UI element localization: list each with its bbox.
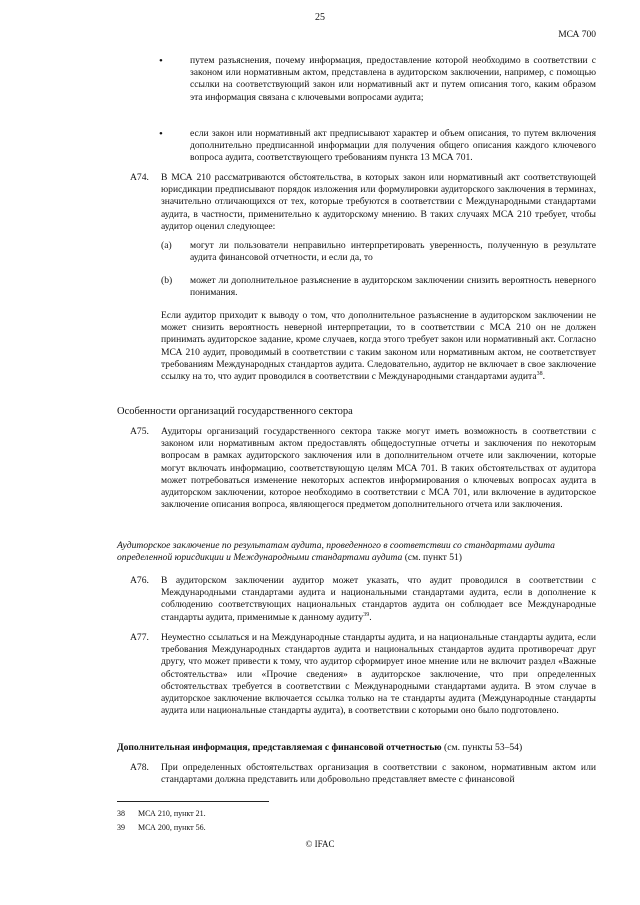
section-heading-additional-info: Дополнительная информация, представляемая с финансовой отчетностью (см. пункты 53–54) <box>117 742 523 753</box>
page-number: 25 <box>315 12 325 23</box>
section-heading-public-sector: Особенности организаций государственного сектора <box>117 406 353 417</box>
paragraph-a74: В МСА 210 рассматриваются обстоятельства, в которых закон или нормативный акт соответствующей юрисдикции предписывают порядок изложения или формулировки аудиторского заключения в терминах, значительно отличающихся от тех, которые требуются в соответствии с Международными стандартами аудита, в частности, применительно к аудиторскому мнению. В таких случаях МСА 210 требует, чтобы аудитор оценил следующее: <box>161 172 596 232</box>
bullet-dot-icon: • <box>159 55 163 67</box>
footnote-text: МСА 210, пункт 21. <box>138 809 206 818</box>
paragraph-label-a78: A78. <box>130 762 149 773</box>
paragraph-a76: В аудиторском заключении аудитор может указать, что аудит проводился в соответствии с Международными стандартами аудита и национальными стандартами аудита, если в дополнение к соблюдению соответствующих национальных стандартов аудита он соблюдает все Международные стандарты аудита, применимые к данному аудиту$^{39}$. <box>161 575 596 623</box>
paragraph-a78: При определенных обстоятельствах организация в соответствии с законом, нормативным актом или стандартами должна представить или добровольно представляет вместе с финансовой <box>161 762 596 786</box>
paragraph-a75: Аудиторы организаций государственного сектора также могут иметь возможность в соответствии с законом или нормативным актом предоставлять общедоступные отчеты и заключения по некоторым вопросам в рамках аудиторского заключения или в дополнительном отчете или заключении, которые могут включать информацию, соответствующую целям МСА 701. В таких обстоятельствах от аудитора может потребоваться изменение некоторых аспектов информирования о ключевых вопросах аудита в аудиторском заключении, которое необходимо в соответствии с МСА 701, или включение в аудиторское заключение описания вопроса, являющегося предметом дополнительного отчета или заключения. <box>161 426 596 511</box>
footnote-number: 39 <box>117 823 125 832</box>
standard-label: МСА 700 <box>558 30 596 40</box>
list-item-b: может ли дополнительное разъяснение в аудиторском заключении снизить вероятность неверного понимания. <box>190 275 596 299</box>
bullet-dot-icon: • <box>159 128 163 140</box>
list-item-a: могут ли пользователи неправильно интерпретировать уверенность, полученную в результате аудита финансовой отчетности, и если да, то <box>190 240 596 264</box>
paragraph-a77: Неуместно ссылаться и на Международные стандарты аудита, и на национальные стандарты аудита, если требования Международных стандартов аудита и национальных стандартов аудита противоречат друг другу, что может привести к тому, что аудитор сформирует иное мнение или не включит раздел «Важные обстоятельства» или «Прочие сведения» в аудиторское заключение, что при определенных обстоятельствах требуется в соответствии с Международными стандартами аудита. В этом случае в аудиторское заключение включается ссылка только на те стандарты аудита (Международные стандарты аудита или национальные стандарты аудита), в соответствии с которыми оно было подготовлено. <box>161 632 596 717</box>
footnote-ref-39: 39 <box>363 611 370 618</box>
paragraph-label-a74: A74. <box>130 172 149 183</box>
bullet-1: путем разъяснения, почему информация, предоставление которой необходимо в соответствии с законом или нормативным актом, представлена в аудиторском заключении, например, с помощью ссылки на соответствующий закон или нормативный акт и путем описания того, каким образом эта информация связана с ключевыми вопросами аудита; <box>190 55 596 103</box>
footnote-divider <box>117 801 269 802</box>
copyright-footer: © IFAC <box>305 839 335 849</box>
section-heading-dual-standards: Аудиторское заключение по результатам аудита, проведенного в соответствии со стандартами аудита определенной юрисдикции и Международными стандартами аудита (см. пункт 51) <box>117 540 555 564</box>
paragraph-label-a75: A75. <box>130 426 149 437</box>
footnote-number: 38 <box>117 809 125 818</box>
footnote-ref-38: 38 <box>536 370 543 377</box>
bullet-2: если закон или нормативный акт предписывают характер и объем описания, то путем включения дополнительно предписанной информации для получения общего описания каждого ключевого вопроса аудита, соответствующего требованиям пункта 13 МСА 701. <box>190 128 596 164</box>
list-label-b: (b) <box>161 275 173 286</box>
footnote-text: МСА 200, пункт 56. <box>138 823 206 832</box>
paragraph-a74-continuation: Если аудитор приходит к выводу о том, что дополнительное разъяснение в аудиторском заключении не может снизить вероятность неверной интерпретации, то в соответствии с МСА 210 он не должен принимать аудиторское задание, кроме случаев, когда этого требует закон или нормативный акт. Согласно МСА 210 аудит, проводимый в соответствии с таким законом или нормативным актом, не соответствует требованиям Международных стандартов аудита. Следовательно, аудитор не включает в свое заключение ссылку на то, что аудит проводился в соответствии с Международными стандартами аудита$^{38}$. <box>161 310 596 383</box>
list-label-a: (a) <box>161 240 172 251</box>
paragraph-label-a76: A76. <box>130 575 149 586</box>
paragraph-label-a77: A77. <box>130 632 149 643</box>
